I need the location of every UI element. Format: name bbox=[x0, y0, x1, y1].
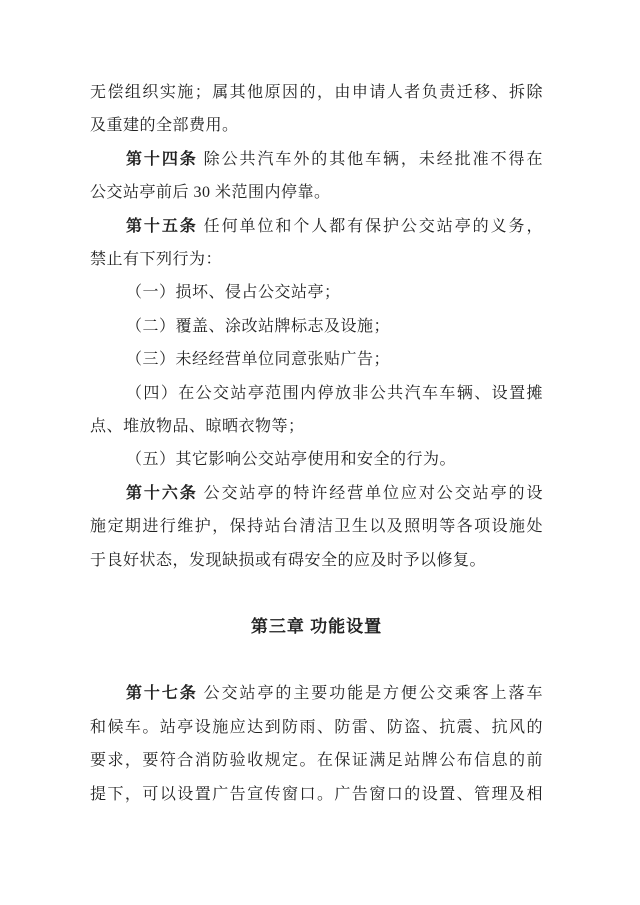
article-14-text: 除公共汽车外的其他车辆，未经批准不得在 bbox=[197, 150, 543, 168]
article-17-line-2: 和候车。站亭设施应达到防雨、防雷、防盗、抗震、抗风的 bbox=[90, 718, 543, 736]
article-15-line-1 bbox=[90, 210, 543, 243]
list-item-4-line-1: （四）在公交站亭范围内停放非公共汽车车辆、设置摊 bbox=[126, 384, 543, 402]
article-17-line-3: 要求，要符合消防验收规定。在保证满足站牌公布信息的前 bbox=[90, 752, 543, 770]
list-item-1: （一）损坏、侵占公交站亭； bbox=[126, 284, 341, 302]
paragraph-continuation-line-1: 无偿组织实施；属其他原因的，由申请人者负责迁移、拆除 bbox=[90, 84, 543, 101]
article-16-text: 公交站亭的特许经营单位应对公交站亭的设 bbox=[197, 484, 543, 502]
article-16-line-1 bbox=[90, 477, 543, 510]
list-item-4-line-2: 点、堆放物品、晾晒衣物等； bbox=[90, 418, 305, 436]
paragraph-continuation-line-2: 及重建的全部费用。 bbox=[90, 117, 239, 135]
list-item-3: （三）未经经营单位同意张贴广告； bbox=[126, 351, 391, 369]
article-16-line-3: 于良好状态，发现缺损或有碍安全的应及时予以修复。 bbox=[90, 551, 487, 569]
chapter-heading: 第三章 功能设置 bbox=[250, 617, 383, 637]
article-15-label: 第十五条 bbox=[126, 217, 198, 235]
article-14-line-2: 公交站亭前后 30 米范围内停靠。 bbox=[90, 184, 331, 202]
article-17-label: 第十七条 bbox=[126, 685, 198, 703]
article-17-text: 公交站亭的主要功能是方便公交乘客上落车 bbox=[197, 685, 543, 703]
article-16-line-2: 施定期进行维护，保持站台清洁卫生以及照明等各项设施处 bbox=[90, 518, 543, 536]
article-17-line-1 bbox=[90, 677, 543, 710]
article-14-line-1 bbox=[90, 143, 543, 176]
article-14-label: 第十四条 bbox=[126, 150, 198, 168]
article-17-line-4: 提下，可以设置广告宣传窗口。广告窗口的设置、管理及相 bbox=[90, 785, 543, 803]
article-15-text: 任何单位和个人都有保护公交站亭的义务， bbox=[197, 217, 543, 235]
article-16-label: 第十六条 bbox=[126, 484, 198, 502]
article-15-line-2: 禁止有下列行为： bbox=[90, 251, 223, 269]
list-item-2: （二）覆盖、涂改站牌标志及设施； bbox=[126, 317, 391, 335]
list-item-5: （五）其它影响公交站亭使用和安全的行为。 bbox=[126, 451, 457, 469]
